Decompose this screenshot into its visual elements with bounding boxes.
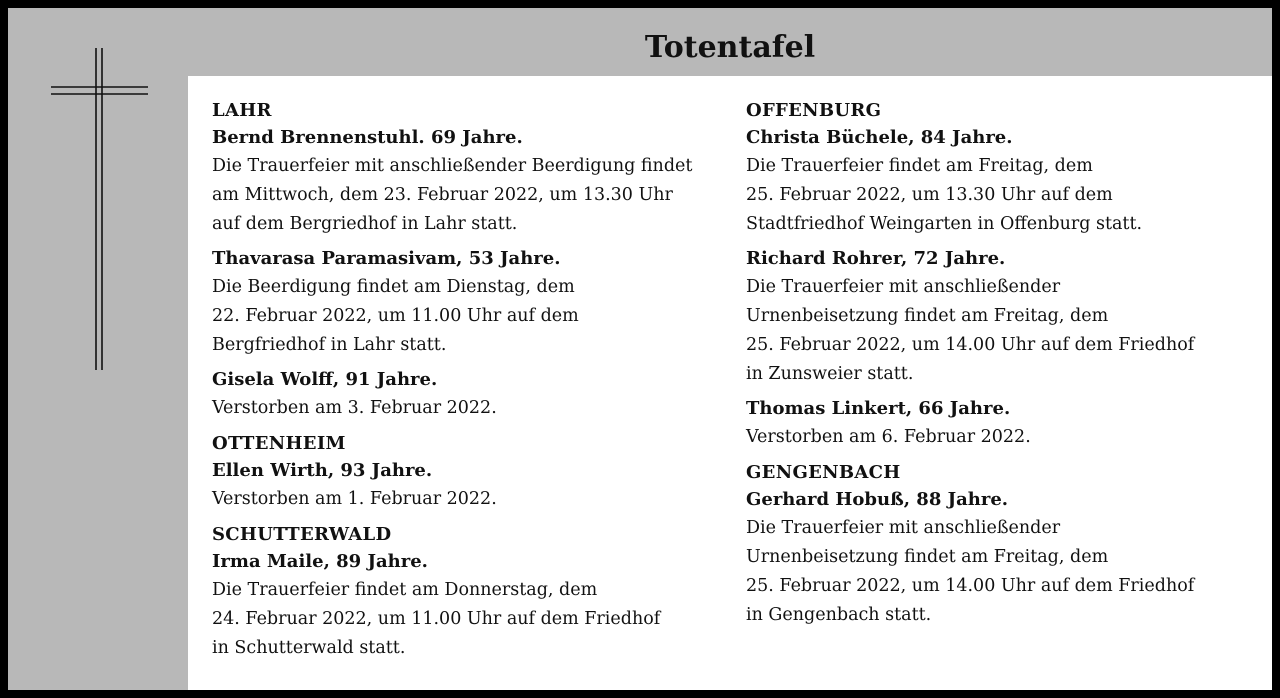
column-left	[212, 98, 742, 671]
funeral-details: Die Trauerfeier findet am Freitag, dem 25. Februar 2022, um 13.30 Uhr auf dem Stadtfriedhof Weingarten in Offenburg statt.	[746, 156, 1143, 234]
place-section	[746, 98, 1256, 452]
deceased-name: Gisela Wolff, 91 Jahre.	[212, 369, 438, 390]
obituary-entry	[212, 548, 742, 663]
funeral-details: Die Trauerfeier mit anschließender Urnenbeisetzung findet am Freitag, dem 25. Februar 2022, um 14.00 Uhr auf dem Friedhof in Zunsweier statt.	[746, 277, 1195, 384]
funeral-details: Die Beerdigung findet am Dienstag, dem 22. Februar 2022, um 11.00 Uhr auf dem Bergfriedhof in Lahr statt.	[212, 277, 579, 355]
funeral-details: Verstorben am 1. Februar 2022.	[212, 489, 497, 509]
deceased-name: Christa Büchele, 84 Jahre.	[746, 127, 1013, 148]
obituary-entry	[212, 457, 742, 514]
obituary-entry	[212, 366, 742, 423]
funeral-details: Verstorben am 3. Februar 2022.	[212, 398, 497, 418]
cross-icon	[8, 8, 188, 408]
place-heading: OTTENHEIM	[212, 433, 346, 454]
funeral-details: Die Trauerfeier findet am Donnerstag, dem 24. Februar 2022, um 11.00 Uhr auf dem Friedhof in Schutterwald statt.	[212, 580, 661, 658]
column-right	[746, 98, 1256, 638]
content-panel	[188, 76, 1272, 690]
obituary-entry	[212, 124, 742, 239]
place-section	[746, 460, 1256, 630]
deceased-name: Thavarasa Paramasivam, 53 Jahre.	[212, 248, 561, 269]
deceased-name: Bernd Brennenstuhl. 69 Jahre.	[212, 127, 523, 148]
deceased-name: Thomas Linkert, 66 Jahre.	[746, 398, 1011, 419]
deceased-name: Gerhard Hobuß, 88 Jahre.	[746, 489, 1009, 510]
place-section	[212, 522, 742, 663]
obituary-entry	[746, 124, 1256, 239]
place-heading: OFFENBURG	[746, 100, 882, 121]
funeral-details: Die Trauerfeier mit anschließender Urnenbeisetzung findet am Freitag, dem 25. Februar 2022, um 14.00 Uhr auf dem Friedhof in Gengenbach statt.	[746, 518, 1195, 625]
obituary-entry	[746, 395, 1256, 452]
obituary-entry	[746, 486, 1256, 630]
place-heading: GENGENBACH	[746, 462, 901, 483]
obituary-entry	[212, 245, 742, 360]
funeral-details: Verstorben am 6. Februar 2022.	[746, 427, 1031, 447]
obituary-entry	[746, 245, 1256, 389]
place-section	[212, 431, 742, 514]
place-heading: SCHUTTERWALD	[212, 524, 392, 545]
page-title: Totentafel	[644, 30, 816, 65]
place-heading: LAHR	[212, 100, 272, 121]
place-section	[212, 98, 742, 423]
deceased-name: Richard Rohrer, 72 Jahre.	[746, 248, 1006, 269]
deceased-name: Irma Maile, 89 Jahre.	[212, 551, 428, 572]
deceased-name: Ellen Wirth, 93 Jahre.	[212, 460, 433, 481]
funeral-details: Die Trauerfeier mit anschließender Beerdigung findet am Mittwoch, dem 23. Februar 2022, um 13.30 Uhr auf dem Bergriedhof in Lahr statt.	[212, 156, 693, 234]
